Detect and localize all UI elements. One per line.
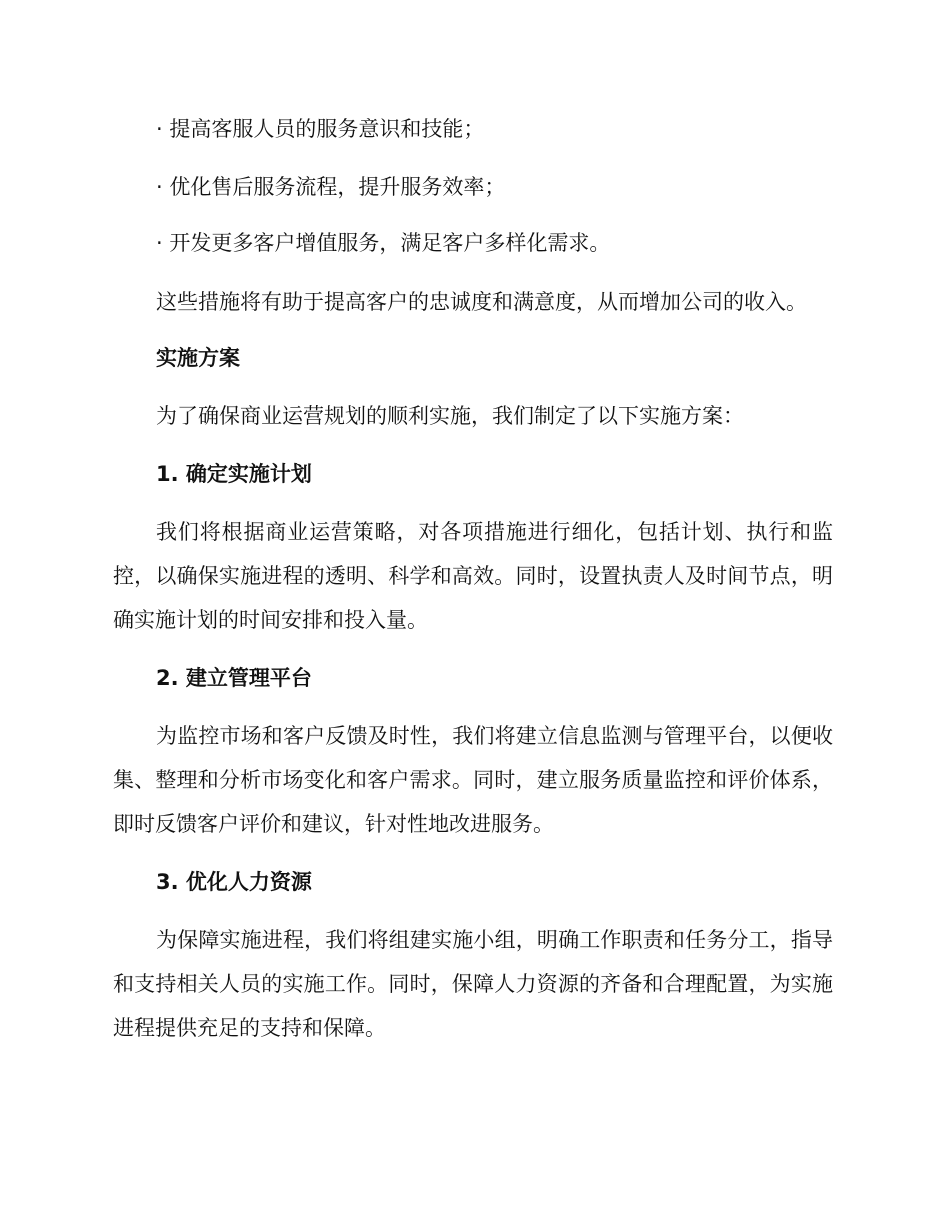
bullet-item: · 提高客服人员的服务意识和技能；: [156, 117, 485, 141]
bullet-item: · 优化售后服务流程，提升服务效率；: [156, 175, 506, 199]
item-body: 我们将根据商业运营策略，对各项措施进行细化，包括计划、执行和监控，以确保实施进程的透明、科学和高效。同时，设置执责人及时间节点，明确实施计划的时间安排和投入量。: [113, 520, 833, 632]
item-heading: 2. 建立管理平台: [156, 666, 312, 690]
bullet-item: · 开发更多客户增值服务，满足客户多样化需求。: [156, 231, 611, 255]
item-body: 为监控市场和客户反馈及时性，我们将建立信息监测与管理平台，以便收集、整理和分析市场变化和客户需求。同时，建立服务质量监控和评价体系，即时反馈客户评价和建议，针对性地改进服务。: [113, 724, 833, 836]
item-body: 为保障实施进程，我们将组建实施小组，明确工作职责和任务分工，指导和支持相关人员的实施工作。同时，保障人力资源的齐备和合理配置，为实施进程提供充足的支持和保障。: [113, 928, 833, 1040]
item-heading: 3. 优化人力资源: [156, 870, 312, 894]
item-heading: 1. 确定实施计划: [156, 462, 312, 486]
section-title: 实施方案: [156, 346, 240, 370]
section-intro: 为了确保商业运营规划的顺利实施，我们制定了以下实施方案：: [156, 404, 744, 428]
summary-paragraph: 这些措施将有助于提高客户的忠诚度和满意度，从而增加公司的收入。: [156, 290, 807, 314]
